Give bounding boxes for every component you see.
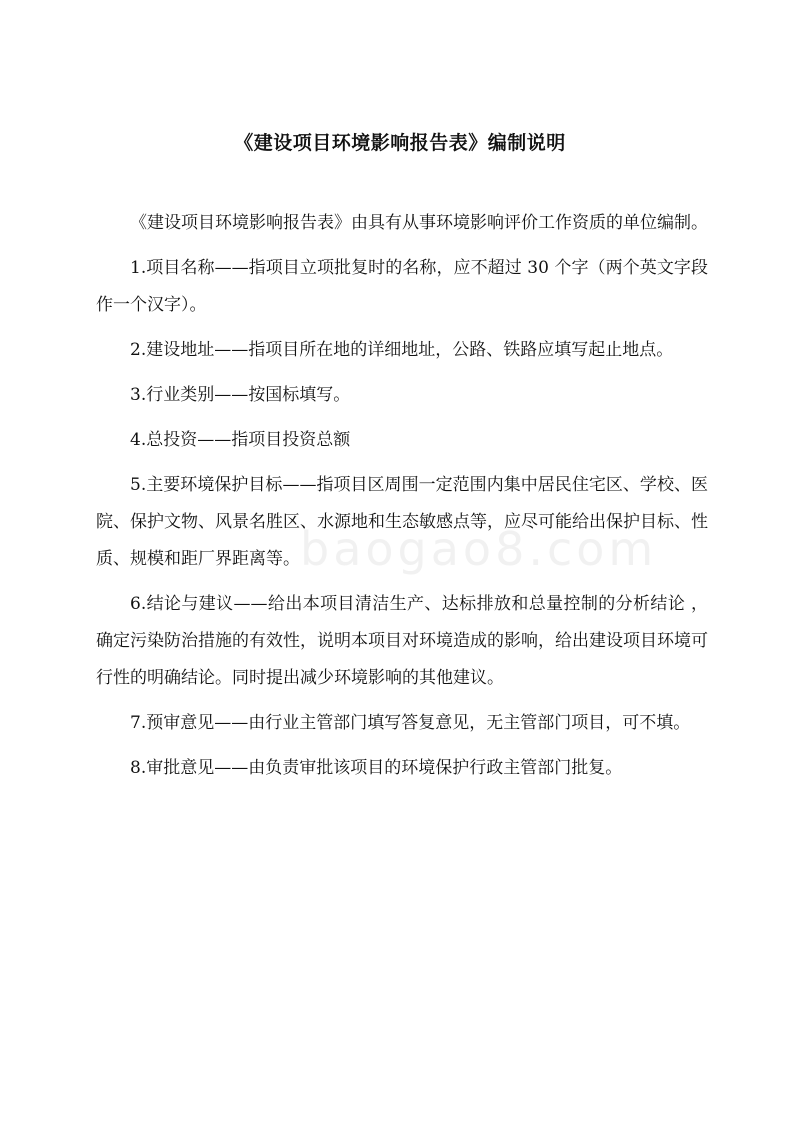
item-industry-category: 3.行业类别——按国标填写。 <box>130 385 351 405</box>
item-construction-address: 2.建设地址——指项目所在地的详细地址，公路、铁路应填写起止地点。 <box>130 340 674 360</box>
document-title: 《建设项目环境影响报告表》编制说明 <box>234 132 566 154</box>
intro-paragraph: 《建设项目环境影响报告表》由具有从事环境影响评价工作资质的单位编制。 <box>130 213 708 233</box>
document-body <box>96 205 708 795</box>
item-preliminary-review: 7.预审意见——由行业主管部门填写答复意见，无主管部门项目，可不填。 <box>130 713 691 733</box>
item-protection-targets: 5.主要环境保护目标——指项目区周围一定范围内集中居民住宅区、学校、医院、保护文物、风景名胜区、水源地和生态敏感点等，应尽可能给出保护目标、性质、规模和距厂界距离等。 <box>96 475 708 569</box>
item-conclusion-suggestions: 6.结论与建议——给出本项目清洁生产、达标排放和总量控制的分析结论 ，确定污染防治措施的有效性，说明本项目对环境造成的影响，给出建设项目环境可行性的明确结论。同时提出减少环境影响的其他建议。 <box>96 594 708 688</box>
item-project-name: 1.项目名称——指项目立项批复时的名称，应不超过 30 个字（两个英文字段作一个汉字）。 <box>96 258 708 315</box>
item-total-investment: 4.总投资——指项目投资总额 <box>130 430 351 450</box>
watermark: baogao8.com <box>300 522 658 576</box>
item-approval-opinion: 8.审批意见——由负责审批该项目的环境保护行政主管部门批复。 <box>130 758 623 778</box>
